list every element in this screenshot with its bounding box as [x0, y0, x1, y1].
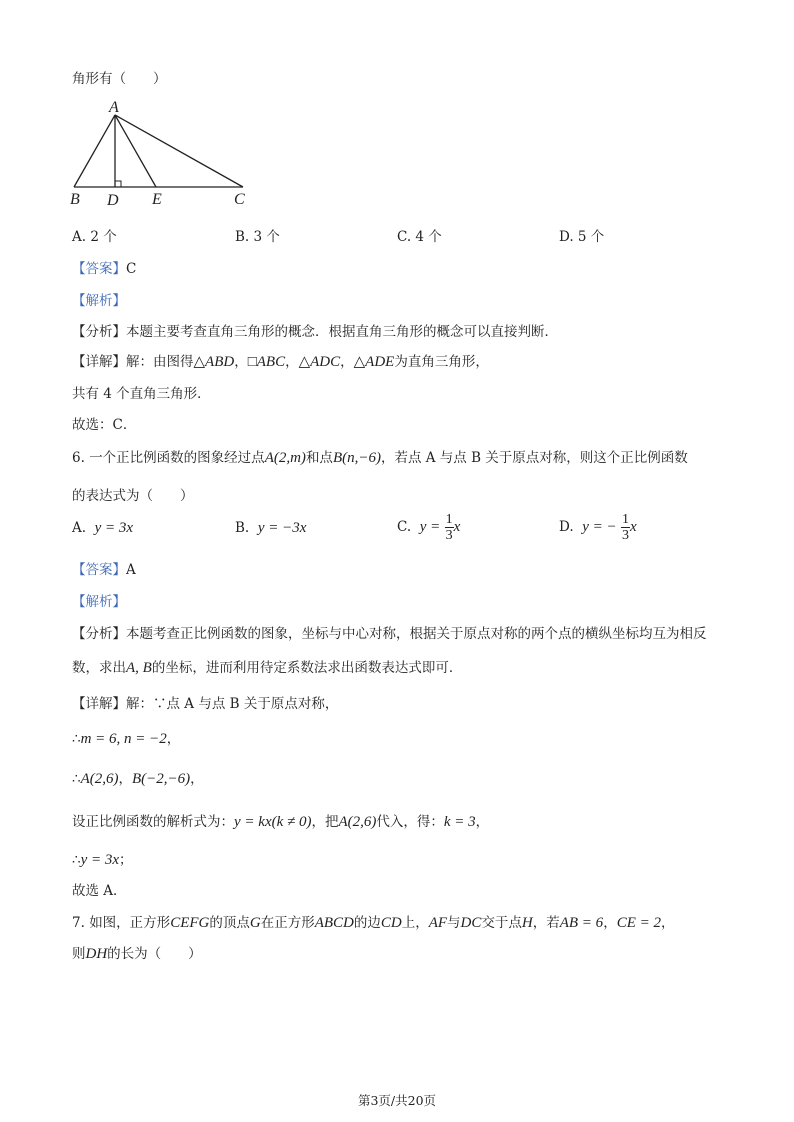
q6-opt-d-post: x	[629, 519, 637, 535]
detail-prefix: 解：由图得	[126, 354, 194, 370]
q5-conclusion: 故选：C．	[72, 417, 137, 433]
q6-analysis-line1	[72, 622, 707, 642]
q5-option-b: B. 3 个	[235, 229, 280, 245]
q6-option-b	[235, 520, 306, 537]
q7-m7: H	[521, 915, 533, 931]
q5-count-line: 共有 4 个直角三角形．	[72, 386, 211, 402]
detail-math-2: A(2,6)	[338, 814, 377, 830]
q6-opt-d-label: D.	[559, 519, 574, 535]
q5-analysis	[72, 320, 558, 340]
label-d: D	[107, 192, 119, 209]
q7-m9: CE = 2	[616, 915, 661, 931]
analysis-line2-math: A, B	[126, 660, 152, 676]
detail-suffix: ；	[119, 852, 133, 868]
q5-option-a: A. 2 个	[72, 229, 117, 245]
q7-text-c: 在正方形	[260, 915, 315, 931]
answer-tag: 【答案】	[72, 562, 126, 578]
q6-opt-a-expr: y = 3x	[94, 520, 134, 536]
detail-text-c: 代入，得：	[376, 814, 444, 830]
q6-opt-a-label: A.	[72, 520, 87, 536]
q6-point-b: B(n,−6)	[332, 450, 381, 466]
q5-option-c: C. 4 个	[397, 229, 442, 245]
q7-line2-a: 则	[72, 946, 86, 962]
detail-math-1: y = kx(k ≠ 0)	[234, 814, 312, 830]
q6-option-c	[397, 512, 460, 543]
label-a: A	[109, 99, 119, 116]
q6-opt-c-label: C.	[397, 519, 412, 535]
q6-point-a: A(2,m)	[264, 450, 306, 466]
q6-answer	[72, 558, 136, 578]
q7-line2-math: DH	[85, 946, 108, 962]
tri-ade: △ADE	[353, 354, 395, 370]
q6-analysis-line2	[72, 656, 462, 677]
q6-opt-c-fraction	[445, 512, 454, 543]
denominator: 3	[621, 528, 629, 543]
q5-option-d: D. 5 个	[559, 229, 605, 245]
q7-text-e: 上，	[401, 915, 429, 931]
q6-opt-c-post: x	[453, 519, 461, 535]
q7-text-h: ，若	[532, 915, 560, 931]
label-e: E	[152, 191, 162, 208]
q6-stem-c: ，若点 A 与点 B 关于原点对称，则这个正比例函数	[380, 450, 688, 466]
tri-adc: △ADC	[298, 354, 341, 370]
q5-detail: 【详解】解：由图得△ABD，□ABC，△ADC，△ADE为直角三角形，	[72, 354, 489, 370]
detail-math: y = 3x	[80, 852, 120, 868]
q6-option-d	[559, 512, 637, 543]
q6-stem-a: 一个正比例函数的图象经过点	[89, 450, 265, 466]
q7-stem-line2	[72, 942, 202, 963]
q5-stem-tail: 角形有（ ）	[72, 71, 167, 87]
q6-stem	[72, 446, 688, 467]
q6-opt-b-expr: y = −3x	[257, 520, 307, 536]
q7-m6: DC	[460, 915, 482, 931]
analysis-line2-b: 的坐标，进而利用待定系数法求出函数表达式即可．	[151, 660, 463, 676]
q7-m1: CEFG	[170, 915, 210, 931]
detail-suffix: 为直角三角形，	[394, 354, 489, 370]
answer-value: C	[126, 261, 137, 277]
therefore-sign: ∴	[72, 731, 81, 747]
q7-m2: G	[249, 915, 261, 931]
q7-m3: ABCD	[314, 915, 354, 931]
analysis-label: 【分析】	[72, 626, 126, 642]
analysis-text: 本题主要考查直角三角形的概念．根据直角三角形的概念可以直接判断．	[126, 324, 558, 340]
q7-m4: CD	[380, 915, 402, 931]
answer-value: A	[126, 562, 136, 578]
q6-analysis-tag: 【解析】	[72, 594, 126, 610]
q7-stem-line1	[72, 911, 674, 932]
answer-tag: 【答案】	[72, 261, 126, 277]
q6-stem-b: 和点	[305, 450, 333, 466]
detail-suffix: ，	[166, 731, 181, 747]
q6-opt-c-pre: y =	[419, 519, 441, 535]
q7-text-i: ，	[603, 915, 617, 931]
detail-label: 【详解】	[72, 696, 126, 712]
q6-detail-3	[72, 767, 204, 788]
detail-math-a: A(2,6)	[80, 771, 119, 787]
q6-option-a	[72, 520, 133, 537]
detail-math-3: k = 3	[443, 814, 476, 830]
q7-m5: AF	[428, 915, 448, 931]
q7-number: 7.	[72, 915, 85, 931]
q6-detail-5	[72, 848, 133, 869]
q6-detail-2	[72, 727, 180, 748]
therefore-sign: ∴	[72, 852, 81, 868]
q7-line2-b: 的长为（ ）	[107, 946, 202, 962]
therefore-sign: ∴	[72, 771, 81, 787]
analysis-text: 本题考查正比例函数的图象，坐标与中心对称，根据关于原点对称的两个点的横纵坐标均互为相反	[126, 626, 707, 642]
tri-abd: △ABD	[193, 354, 235, 370]
q7-text-d: 的边	[353, 915, 381, 931]
q6-opt-d-fraction	[621, 512, 630, 543]
q6-conclusion: 故选 A．	[72, 883, 127, 899]
q6-opt-d-pre: y = −	[582, 519, 617, 535]
q5-answer	[72, 257, 136, 277]
analysis-line2-a: 数，求出	[72, 660, 126, 676]
q6-detail-1	[72, 692, 338, 712]
q7-text-f: 与	[447, 915, 461, 931]
label-b: B	[70, 191, 80, 208]
denominator: 3	[445, 528, 453, 543]
q6-stem-line2: 的表达式为（ ）	[72, 488, 194, 504]
detail-text-d: ，	[475, 814, 490, 830]
q6-number: 6.	[72, 450, 85, 466]
q7-m8: AB = 6	[559, 915, 604, 931]
numerator: 1	[445, 512, 453, 527]
detail-sep: ，	[118, 771, 132, 787]
q7-text-b: 的顶点	[209, 915, 250, 931]
tri-abc: □ABC	[247, 354, 286, 370]
q7-text-g: 交于点	[481, 915, 522, 931]
detail-text-b: ，把	[311, 814, 339, 830]
q5-triangle-figure	[66, 98, 256, 210]
detail-math: m = 6, n = −2	[80, 731, 167, 747]
q6-detail-4	[72, 810, 489, 831]
detail-math-b: B(−2,−6)	[132, 771, 191, 787]
detail-suffix: ，	[190, 771, 204, 787]
q7-text-j: ，	[660, 915, 675, 931]
q7-text-a: 如图，正方形	[89, 915, 171, 931]
detail-text-a: 设正比例函数的解析式为：	[72, 814, 234, 830]
page-footer: 第3页/共20页	[357, 1093, 437, 1108]
detail-label: 【详解】	[72, 354, 126, 370]
q6-opt-b-label: B.	[235, 520, 250, 536]
q5-analysis-tag: 【解析】	[72, 293, 126, 309]
analysis-label: 【分析】	[72, 324, 126, 340]
label-c: C	[234, 191, 245, 208]
detail-text: 解：∵点 A 与点 B 关于原点对称，	[126, 696, 339, 712]
numerator: 1	[621, 512, 629, 527]
